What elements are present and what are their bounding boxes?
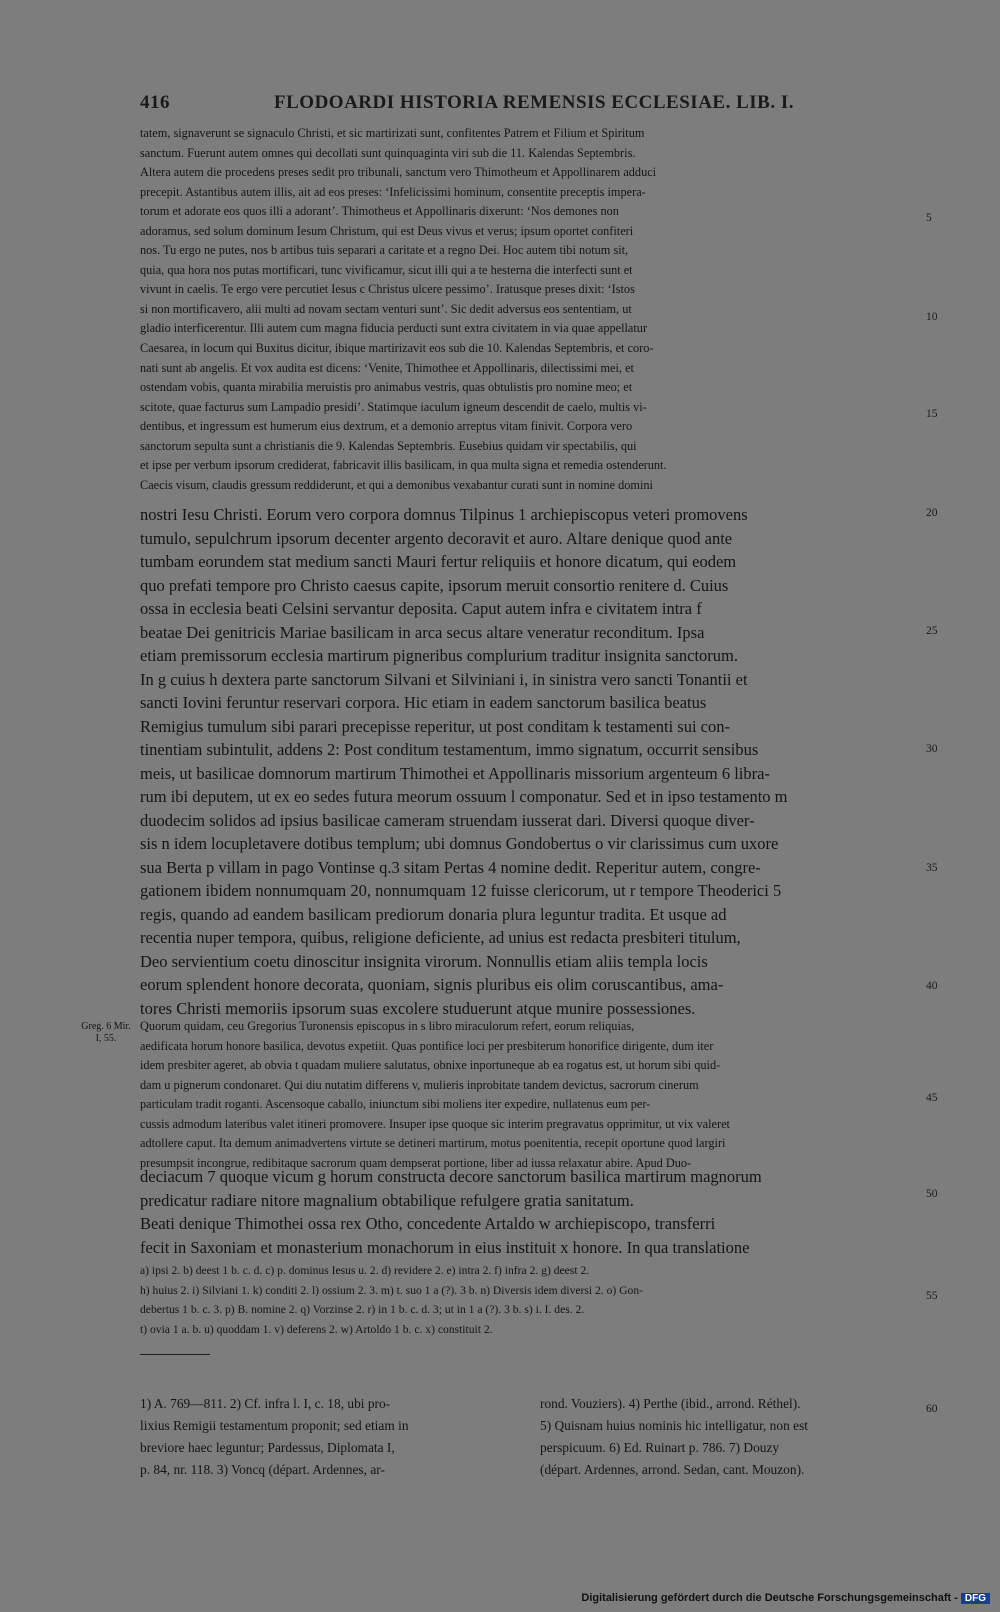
footnote-line [140,1415,518,1437]
text-line [140,503,928,527]
text-line-text: nati sunt ab angelis. Et vox audita est dicens: ‘Venite, Thimothee et Appollinaris, dilectissimi mei, et [140,360,634,375]
line-number: 50 [926,1188,938,1200]
apparatus-line-text: t) ovia 1 a. b. u) quoddam 1. v) deferens 2. w) Artoldo 1 b. c. x) constituit 2. [140,1322,493,1336]
text-line-text: tumulo, sepulchrum ipsorum decenter argento decoravit et auro. Altare denique quod ante [140,528,733,548]
critical-apparatus [140,1261,928,1339]
text-line [140,950,928,974]
text-line [140,124,928,144]
line-number: 20 [926,507,938,519]
text-line-text: ostendam vobis, quanta mirabilia meruistis pro animabus vestris, quas obtulistis pro nomine meo; et [140,380,633,395]
credit-text: Digitalisierung gefördert durch die Deutsche Forschungsgemeinschaft - [581,1592,958,1604]
text-line [140,300,928,320]
footnote-line-text: breviore haec leguntur; Pardessus, Diplomata I, [140,1440,395,1455]
text-line-text: sanctum. Fuerunt autem omnes qui decollati sunt quinquaginta viri sub die 11. Kalendas Septembris. [140,145,636,160]
text-line [140,903,928,927]
text-line [140,202,928,222]
body-quotation-text [140,1017,928,1173]
text-line-text: ossa in ecclesia beati Celsini servantur deposita. Caput autem infra e civitatem intra f [140,599,702,618]
text-line [140,476,928,496]
text-line-text: torum et adorate eos quos illi a adorant’. Thimotheus et Appollinaris dixerunt: ‘Nos demones non [140,204,619,219]
text-line-text: cussis admodum lateribus valet itineri promovere. Insuper ipse quoque sic interim pregravatus opprimitur, ut vix valeret [140,1116,730,1131]
text-line-text: Remigius tumulum sibi parari precepisse reperitur, ut post conditam k testamenti sui con- [140,716,731,736]
text-line-text: etiam premissorum ecclesia martirum pigneribus complurium traditur insignita sanctorum. [140,646,738,665]
text-line [140,550,928,574]
text-line [140,879,928,903]
text-line [140,437,928,457]
text-line-text: regis, quando ad eandem basilicam prediorum donaria plura leguntur tradita. Et usque ad [140,904,727,924]
footnote-line-text: perspicuum. 6) Ed. Ruinart p. 786. 7) Douzy [540,1440,780,1455]
footnote-line-text: 1) A. 769—811. 2) Cf. infra l. I, c. 18, ubi pro- [140,1396,391,1411]
footnote-line [140,1393,518,1415]
text-line [140,222,928,242]
text-line [140,1115,928,1135]
text-line-text: quia, qua hora nos putas mortificari, tunc vivificamur, sicut illi qui a te hesterna die interfecti sunt et [140,262,633,277]
text-line [140,1189,928,1213]
text-line [140,809,928,833]
text-line-text: si non mortificavero, alii multi ad novam sectam venturi sunt’. Sic dedit adversus eos sententiam, ut [140,301,632,316]
page-title: FLODOARDI HISTORIA REMENSIS ECCLESIAE. LIB. I. [274,92,794,113]
text-line [140,183,928,203]
text-line [140,1236,928,1260]
text-line-text: sua Berta p villam in pago Vontinse q.3 sitam Pertas 4 nomine dedit. Reperitur autem, congre- [140,857,761,877]
text-line [140,241,928,261]
text-line-text: sanctorum sepulta sunt a christianis die 9. Kalendas Septembris. Eusebius quidam vir spectabilis, qui [140,438,637,453]
apparatus-line-text: debertus 1 b. c. 3. p) B. nomine 2. q) Vorzinse 2. r) in 1 b. c. d. 3; ut in 1 a (?). 3 b. s) i. I. des. 2. [140,1303,585,1316]
text-line-text: nos. Tu ergo ne putes, nos b artibus tuis separari a caritate et a regno Dei. Hoc autem tibi notum sit, [140,243,629,258]
body-small-text [140,124,928,495]
apparatus-line [140,1320,928,1340]
text-line-text: precepit. Astantibus autem illis, ait ad eos preses: ‘Infelicissimi hominum, consentite preceptis impera- [140,184,646,199]
text-line-text: et ipse per verbum ipsorum crediderat, fabricavit illis basilicam, in qua multa signa et remedia ostenderunt. [140,458,667,473]
text-line-text: Altera autem die procedens preses sedit pro tribunali, sanctum vero Thimotheum et Appollinarem adduci [140,165,657,180]
line-number: 15 [926,408,938,420]
text-line-text: Caecis visum, claudis gressum reddiderunt, et qui a demonibus vexabantur curati sunt in nomine domini [140,477,653,492]
apparatus-line [140,1281,928,1301]
text-line-text: vivunt in caelis. Te ergo vere percutiet Iesus c Christus ulcere pessimo’. Iratusque preses dixit: ‘Istos [140,282,635,297]
text-line [140,144,928,164]
footnote-line [140,1437,518,1459]
footnotes-right-column [540,1393,918,1481]
text-line [140,1165,928,1189]
body-final-text [140,1165,928,1259]
text-line-text: presumpsit incongrue, redibitaque sacrorum quam dempserat portione, liber ad iussa relaxatur abire. Apud Duo- [140,1155,692,1170]
footnote-line [540,1393,918,1415]
text-line-text: idem presbiter ageret, ab obvia t quadam muliere salutatus, obnixe inportuneque ab ea rogatus est, ut horum sibi quid- [140,1058,721,1073]
footnote-line [540,1459,918,1481]
text-line [140,378,928,398]
text-line-text: Quorum quidam, ceu Gregorius Turonensis episcopus in s libro miraculorum refert, eorum reliquias, [140,1019,635,1033]
line-number: 60 [926,1403,938,1415]
text-line [140,738,928,762]
text-line-text: aedificata horum honore basilica, devotus expetiit. Quas pontifice loci per presbiterum honorifice dirigente, dum iter [140,1038,714,1053]
running-head [140,92,928,118]
text-line [140,785,928,809]
text-line-text: Beati denique Thimothei ossa rex Otho, concedente Artaldo w archiepiscopo, transferri [140,1214,716,1233]
text-line-text: Deo servientium coetu dinoscitur insignita virorum. Nonnullis etiam aliis templa locis [140,951,708,971]
text-line [140,163,928,183]
footnotes-left-column [140,1393,518,1481]
text-line-text: dentibus, et ingressum est humerum eius dextrum, et a demonio arreptus vitam finivit. Corpora vero [140,419,633,434]
text-line [140,691,928,715]
text-line [140,1134,928,1154]
text-line [140,1017,928,1037]
text-line-text: predicatur radiare nitore magnalium obtabilique refulgere gratia sanitatum. [140,1190,634,1210]
text-line [140,261,928,281]
footnote-line-text: 5) Quisnam huius nominis hic intelligatur, non est [540,1418,808,1433]
line-number: 45 [926,1092,938,1104]
text-line [140,762,928,786]
text-line [140,1212,928,1236]
text-line-text: rum ibi deputem, ut ex eo sedes futura meorum ossuum l componatur. Sed et in ipso testamento m [140,787,788,806]
page-number: 416 [140,92,170,113]
text-line [140,1076,928,1096]
text-line-text: quo prefati tempore pro Christo caesus capite, ipsorum meruit consortio renitere d. Cuius [140,575,729,595]
text-line-text: duodecim solidos ad ipsius basilicae cameram struendam iusserat dari. Diversi quoque diver- [140,810,755,830]
text-line-text: tores Christi memoriis ipsorum suas excolere studuerunt atque munire possessiones. [140,998,696,1018]
text-line-text: gationem ibidem nonnumquam 20, nonnumquam 12 fuisse clericorum, ut r tempore Theoderici 5 [140,881,782,900]
footnote-line-text: (départ. Ardennes, arrond. Sedan, cant. Mouzon). [540,1462,805,1477]
text-line [140,417,928,437]
margin-note-line: Greg. 6 Mir. [81,1021,131,1032]
apparatus-line-text: a) ipsi 2. b) deest 1 b. c. d. c) p. dominus Iesus u. 2. d) revidere 2. e) intra 2. f) infra 2. g) deest 2. [140,1264,590,1277]
text-line [140,1095,928,1115]
text-line-text: dam u pignerum condonaret. Qui diu nutatim differens v, mulieris inprobitate tandem devictus, sacrorum cinerum [140,1077,699,1092]
line-number: 55 [926,1290,938,1302]
text-line-text: gladio interficerentur. Illi autem cum magna fiducia perducti sunt extra civitatem in via quae appellatur [140,321,648,336]
digitization-credit [581,1592,990,1604]
text-line [140,644,928,668]
footnote-line-text: rond. Vouziers). 4) Perthe (ibid., arrond. Réthel). [540,1396,801,1411]
text-line-text: eorum splendent honore decorata, quoniam, signis pluribus eis olim coruscantibus, ama- [140,975,724,994]
margin-note [78,1021,134,1045]
text-line [140,715,928,739]
text-line-text: adtollere caput. Ita demum animadvertens virtute se detineri martirum, motus poenitentia, recepit oportune quod largiri [140,1136,726,1151]
footnote-rule [140,1354,210,1355]
text-line [140,1037,928,1057]
footnote-line-text: lixius Remigii testamentum proponit; sed etiam in [140,1418,409,1433]
text-line-text: Caesarea, in locum qui Buxitus dicitur, ibique martirizavit eos sub die 10. Kalendas Septembris, et coro- [140,341,654,356]
text-line [140,973,928,997]
text-line-text: tinentiam subintulit, addens 2: Post conditum testamentum, immo signatum, occurrit sensibus [140,740,759,759]
text-line [140,832,928,856]
text-line [140,398,928,418]
text-line [140,339,928,359]
text-line-text: tatem, signaverunt se signaculo Christi, et sic martirizati sunt, confitentes Patrem et Filium et Spiritum [140,126,645,140]
text-line-text: sancti Iovini feruntur reservari corpora. Hic etiam in eadem sanctorum basilica beatus [140,693,707,712]
text-line-text: recentia nuper tempora, quibus, religione deficiente, ad unius est redacta presbiteri titulum, [140,928,741,947]
text-line [140,574,928,598]
text-line-text: adoramus, sed solum dominum Iesum Christum, qui est Deus vivus et verus; ipsum oportet confiteri [140,223,634,238]
footnote-line [540,1415,918,1437]
line-number: 10 [926,311,938,323]
text-line-text: meis, ut basilicae domnorum martirum Thimothei et Appollinaris missorium argenteum 6 libra- [140,763,770,783]
line-number: 30 [926,743,938,755]
text-line [140,359,928,379]
footnote-line [140,1459,518,1481]
text-line-text: tumbam eorundem stat medium sancti Mauri fertur reliquiis et honore dicatum, qui eodem [140,552,737,571]
text-line [140,621,928,645]
apparatus-line-text: h) huius 2. i) Silviani 1. k) conditi 2. l) ossium 2. 3. m) t. suo 1 a (?). 3 b. n) Diversis idem diversi 2. o) Gon- [140,1283,643,1297]
line-number: 40 [926,980,938,992]
text-line-text: scitote, quae facturus sum Lampadio presidi’. Statimque iaculum igneum descendit de caelo, multis vi- [140,399,647,414]
apparatus-line [140,1261,928,1281]
dfg-logo: DFG [961,1593,990,1604]
line-number: 35 [926,862,938,874]
text-line-text: fecit in Saxoniam et monasterium monachorum in eius instituit x honore. In qua translatione [140,1237,750,1257]
text-line [140,597,928,621]
text-line [140,926,928,950]
text-line [140,856,928,880]
line-number: 25 [926,625,938,637]
text-line [140,280,928,300]
text-line-text: beatae Dei genitricis Mariae basilicam in arca secus altare veneratur reconditum. Ipsa [140,622,705,642]
text-line [140,456,928,476]
line-number: 5 [926,212,932,224]
text-line [140,319,928,339]
footnote-line [540,1437,918,1459]
body-large-text [140,503,928,1020]
text-line-text: In g cuius h dextera parte sanctorum Silvani et Silviniani i, in sinistra vero sancti Tonantii et [140,669,748,689]
text-line-text: nostri Iesu Christi. Eorum vero corpora domnus Tilpinus 1 archiepiscopus veteri promovens [140,505,748,524]
margin-note-line: I, 55. [95,1033,117,1044]
footnote-line-text: p. 84, nr. 118. 3) Voncq (départ. Ardennes, ar- [140,1462,385,1477]
text-line-text: sis n idem locupletavere dotibus templum; ubi domnus Gondobertus o vir clarissimus cum uxore [140,834,779,853]
text-line-text: particulam tradit roganti. Ascensoque caballo, iniunctum sibi moliens iter expedire, nullatenus eum per- [140,1097,651,1112]
apparatus-line [140,1300,928,1320]
text-line [140,1056,928,1076]
text-line [140,527,928,551]
text-line-text: deciacum 7 quoque vicum g horum constructa decore sanctorum basilica martirum magnorum [140,1167,762,1186]
text-line [140,668,928,692]
